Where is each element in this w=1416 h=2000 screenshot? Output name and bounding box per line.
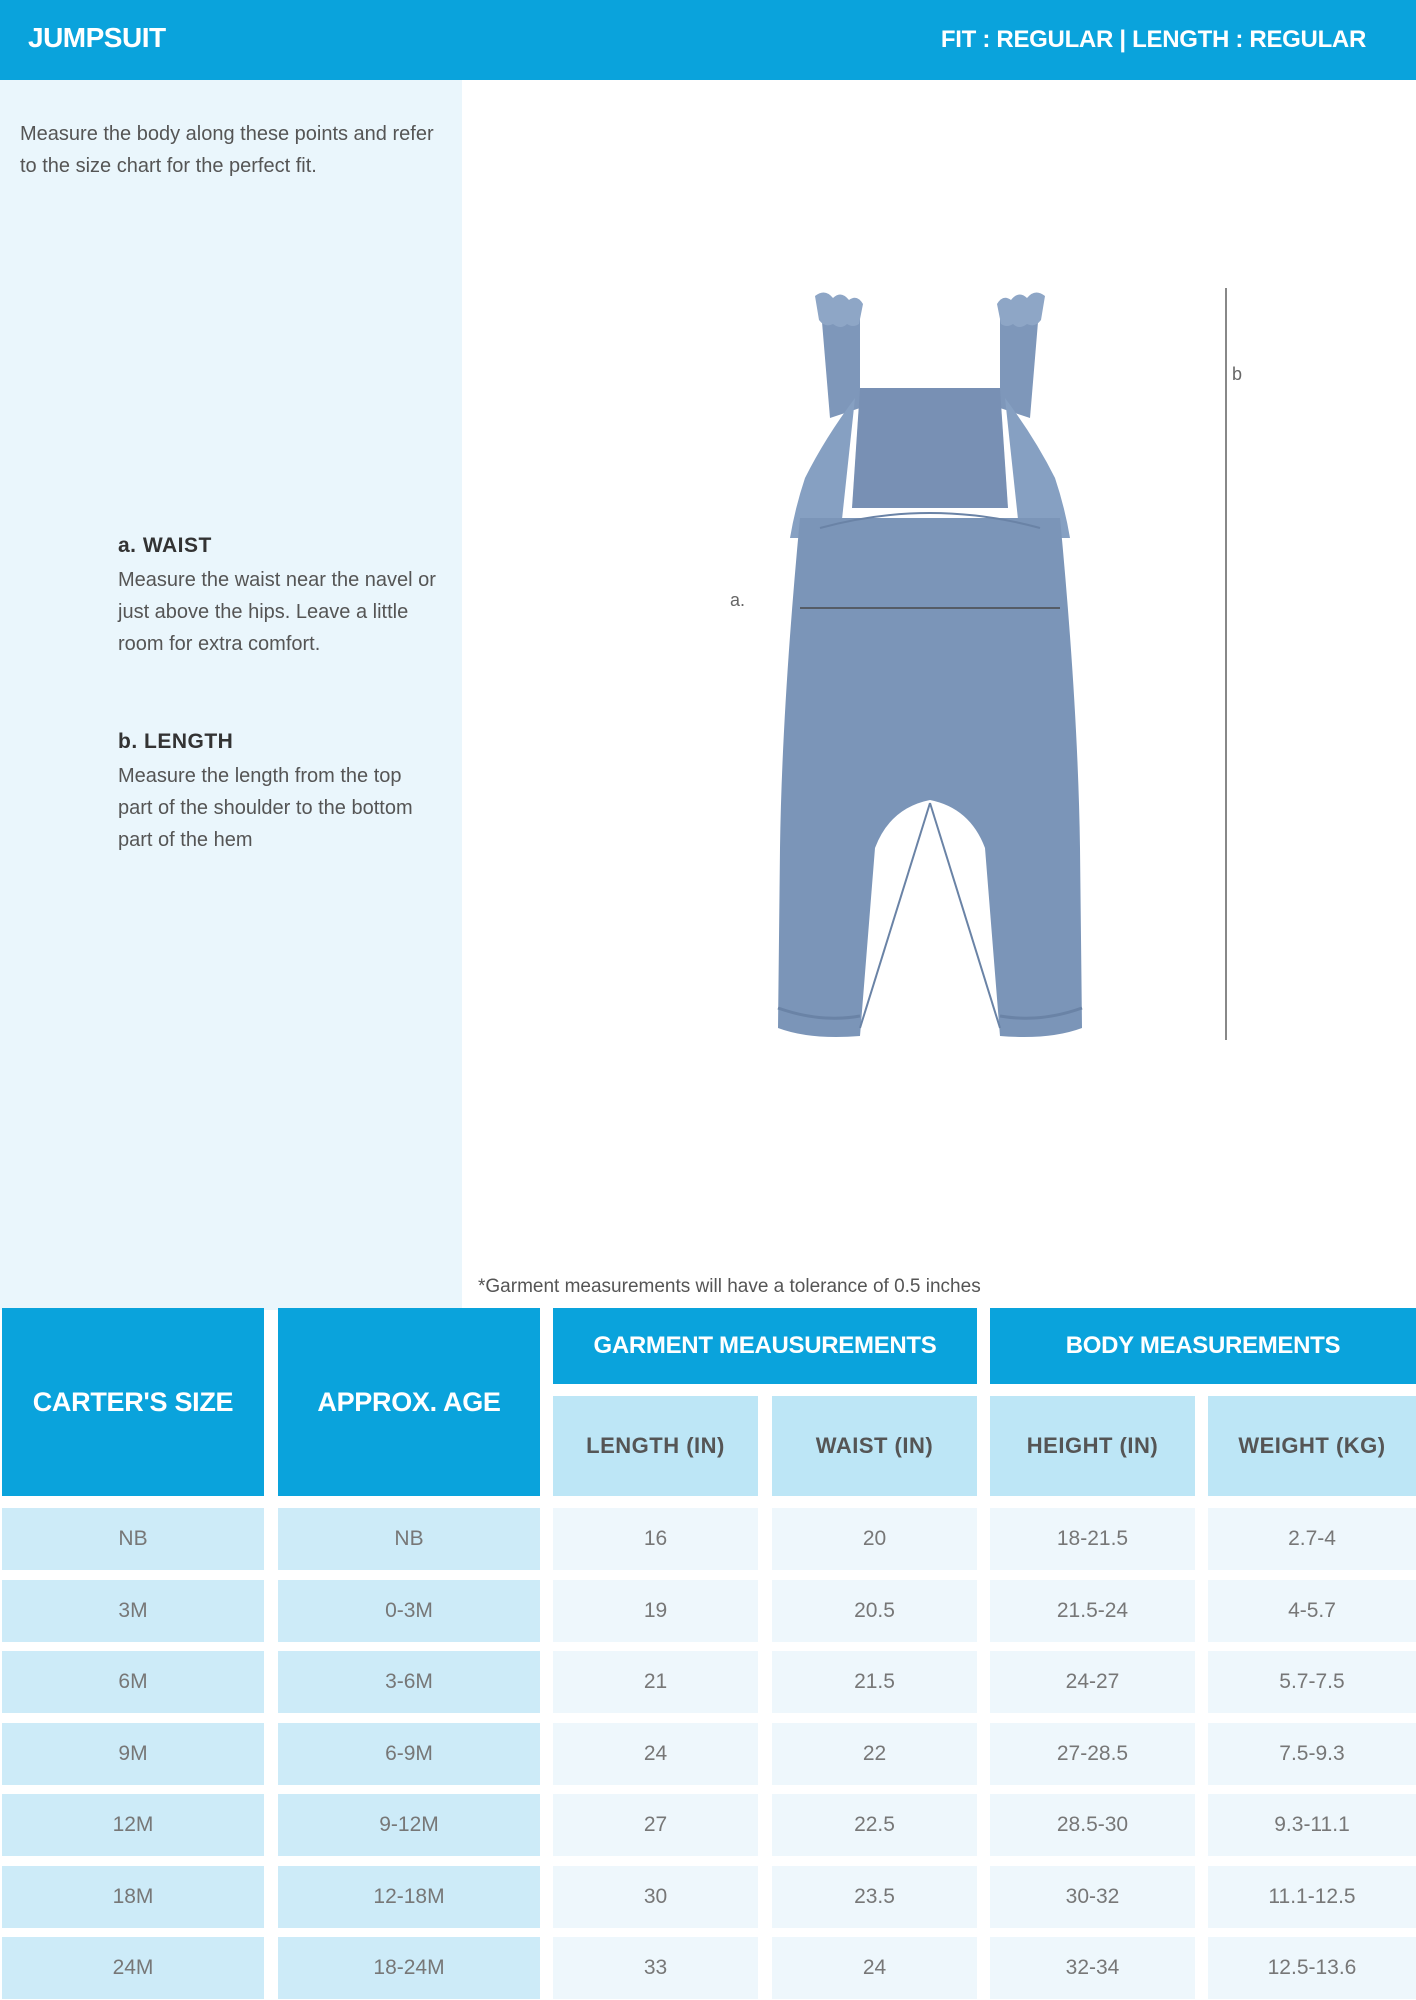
length-guide-title: b. LENGTH xyxy=(118,730,234,753)
table-cell-height: 30-32 xyxy=(990,1866,1195,1928)
header-age: APPROX. AGE xyxy=(278,1308,540,1496)
subheader-waist: WAIST (IN) xyxy=(772,1396,977,1496)
header-bar xyxy=(0,0,1416,80)
fit-info: FIT : REGULAR | LENGTH : REGULAR xyxy=(940,26,1366,53)
table-cell-age: 0-3M xyxy=(278,1580,540,1642)
table-cell-weight: 7.5-9.3 xyxy=(1208,1723,1416,1785)
table-cell-length: 16 xyxy=(553,1508,758,1570)
table-cell-weight: 4-5.7 xyxy=(1208,1580,1416,1642)
table-cell-waist: 22.5 xyxy=(772,1794,977,1856)
table-cell-height: 21.5-24 xyxy=(990,1580,1195,1642)
waist-guide-text: Measure the waist near the navel or just above the hips. Leave a little room for extra comfort. xyxy=(118,569,436,655)
instructions-panel xyxy=(0,80,462,1310)
tolerance-note: *Garment measurements will have a tolerance of 0.5 inches xyxy=(478,1276,981,1297)
table-cell-height: 32-34 xyxy=(990,1937,1195,1999)
intro-text: Measure the body along these points and refer to the size chart for the perfect fit. xyxy=(20,123,434,177)
table-cell-size: 9M xyxy=(2,1723,264,1785)
subheader-height: HEIGHT (IN) xyxy=(990,1396,1195,1496)
table-cell-length: 30 xyxy=(553,1866,758,1928)
table-cell-weight: 12.5-13.6 xyxy=(1208,1937,1416,1999)
table-cell-weight: 2.7-4 xyxy=(1208,1508,1416,1570)
table-cell-size: 24M xyxy=(2,1937,264,1999)
table-cell-waist: 20 xyxy=(772,1508,977,1570)
table-cell-waist: 24 xyxy=(772,1937,977,1999)
table-cell-age: 18-24M xyxy=(278,1937,540,1999)
header-garment-group: GARMENT MEAUSUREMENTS xyxy=(553,1308,977,1384)
table-cell-waist: 21.5 xyxy=(772,1651,977,1713)
table-cell-waist: 23.5 xyxy=(772,1866,977,1928)
table-cell-size: 6M xyxy=(2,1651,264,1713)
jumpsuit-illustration xyxy=(760,288,1100,1048)
table-cell-waist: 20.5 xyxy=(772,1580,977,1642)
table-cell-length: 24 xyxy=(553,1723,758,1785)
product-title: JUMPSUIT xyxy=(28,22,166,53)
table-cell-waist: 22 xyxy=(772,1723,977,1785)
table-cell-size: 12M xyxy=(2,1794,264,1856)
table-cell-height: 18-21.5 xyxy=(990,1508,1195,1570)
header-size: CARTER'S SIZE xyxy=(2,1308,264,1496)
table-cell-size: 18M xyxy=(2,1866,264,1928)
table-cell-length: 19 xyxy=(553,1580,758,1642)
table-cell-age: 3-6M xyxy=(278,1651,540,1713)
subheader-length: LENGTH (IN) xyxy=(553,1396,758,1496)
table-cell-height: 28.5-30 xyxy=(990,1794,1195,1856)
table-cell-age: 9-12M xyxy=(278,1794,540,1856)
length-guide-text: Measure the length from the top part of the shoulder to the bottom part of the hem xyxy=(118,765,413,851)
table-cell-length: 21 xyxy=(553,1651,758,1713)
table-cell-size: 3M xyxy=(2,1580,264,1642)
table-cell-length: 27 xyxy=(553,1794,758,1856)
waist-marker-label: a. xyxy=(730,590,746,610)
table-cell-age: 12-18M xyxy=(278,1866,540,1928)
table-cell-height: 27-28.5 xyxy=(990,1723,1195,1785)
table-cell-weight: 5.7-7.5 xyxy=(1208,1651,1416,1713)
length-measure-line xyxy=(1225,288,1227,1040)
table-cell-age: 6-9M xyxy=(278,1723,540,1785)
table-cell-weight: 11.1-12.5 xyxy=(1208,1866,1416,1928)
length-marker-label: b xyxy=(1232,364,1243,384)
waist-guide xyxy=(118,534,438,660)
table-cell-age: NB xyxy=(278,1508,540,1570)
length-guide xyxy=(118,730,438,856)
table-cell-length: 33 xyxy=(553,1937,758,1999)
header-body-group: BODY MEASUREMENTS xyxy=(990,1308,1416,1384)
table-cell-size: NB xyxy=(2,1508,264,1570)
waist-guide-title: a. WAIST xyxy=(118,534,212,557)
table-cell-weight: 9.3-11.1 xyxy=(1208,1794,1416,1856)
subheader-weight: WEIGHT (KG) xyxy=(1208,1396,1416,1496)
table-cell-height: 24-27 xyxy=(990,1651,1195,1713)
